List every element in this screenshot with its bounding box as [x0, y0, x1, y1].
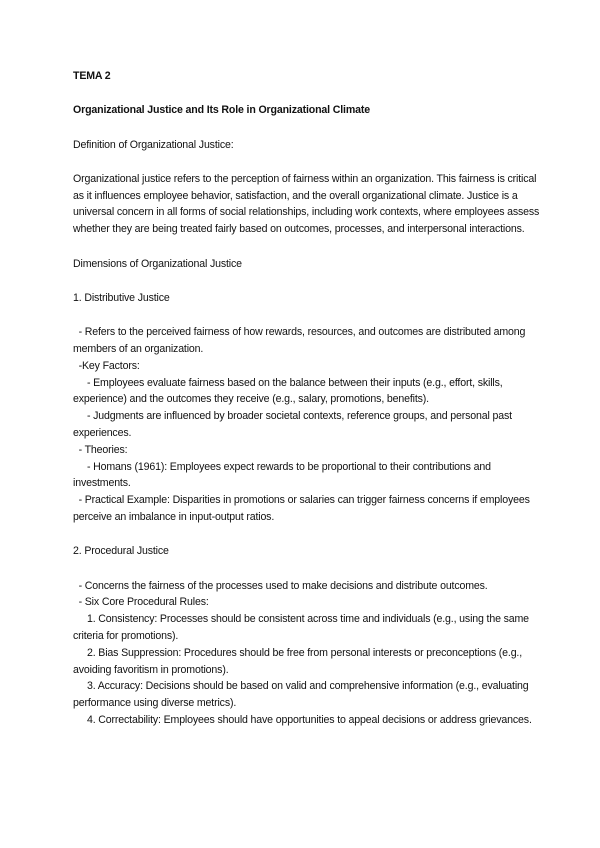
distributive-justice-body: [73, 324, 543, 526]
definition-label: Definition of Organizational Justice:: [73, 138, 234, 151]
list-item: - Employees evaluate fairness based on the balance between their inputs (e.g., effort, skills, experience) and the outcomes they receive (e.g., salary, promotions, benefits).: [73, 376, 506, 406]
document-heading: Organizational Justice and Its Role in Organizational Climate: [73, 104, 370, 117]
procedural-justice-body: [73, 578, 543, 729]
document-title: TEMA 2: [73, 70, 111, 82]
list-item: - Refers to the perceived fairness of how rewards, resources, and outcomes are distributed among members of an organization.: [73, 326, 529, 355]
dimensions-label: Dimensions of Organizational Justice: [73, 257, 242, 270]
list-item: - Six Core Procedural Rules:: [73, 596, 209, 609]
document-page: [73, 68, 543, 729]
list-item: - Practical Example: Disparities in promotions or salaries can trigger fairness concerns if employees perceive an imbalance in input-output ratios.: [73, 494, 533, 523]
list-item: 2. Bias Suppression: Procedures should be free from personal interests or preconceptions (e.g., avoiding favoritism in promotions).: [73, 646, 525, 676]
list-item: 3. Accuracy: Decisions should be based on valid and comprehensive information (e.g., evaluating performance using diverse metrics).: [73, 680, 532, 710]
list-item: - Judgments are influenced by broader societal contexts, reference groups, and personal past experiences.: [73, 410, 515, 439]
list-item: -Key Factors:: [73, 359, 140, 372]
list-item: 1. Consistency: Processes should be consistent across time and individuals (e.g., using the same criteria for promotions).: [73, 613, 532, 642]
list-item: - Concerns the fairness of the processes used to make decisions and distribute outcomes.: [73, 579, 488, 592]
distributive-justice-heading: 1. Distributive Justice: [73, 291, 170, 304]
procedural-justice-heading: 2. Procedural Justice: [73, 545, 169, 558]
list-item: - Theories:: [73, 443, 128, 456]
list-item: 4. Correctability: Employees should have opportunities to appeal decisions or address grievances.: [73, 713, 532, 726]
list-item: - Homans (1961): Employees expect rewards to be proportional to their contributions and investments.: [73, 460, 494, 490]
definition-paragraph: Organizational justice refers to the perception of fairness within an organization. This fairness is critical as it influences employee behavior, satisfaction, and the overall organizational climate. Justice is a universal concern in all forms of social relationships, including work contexts, where employees assess whether they are being treated fairly based on outcomes, processes, and interpersonal interactions.: [73, 172, 540, 236]
